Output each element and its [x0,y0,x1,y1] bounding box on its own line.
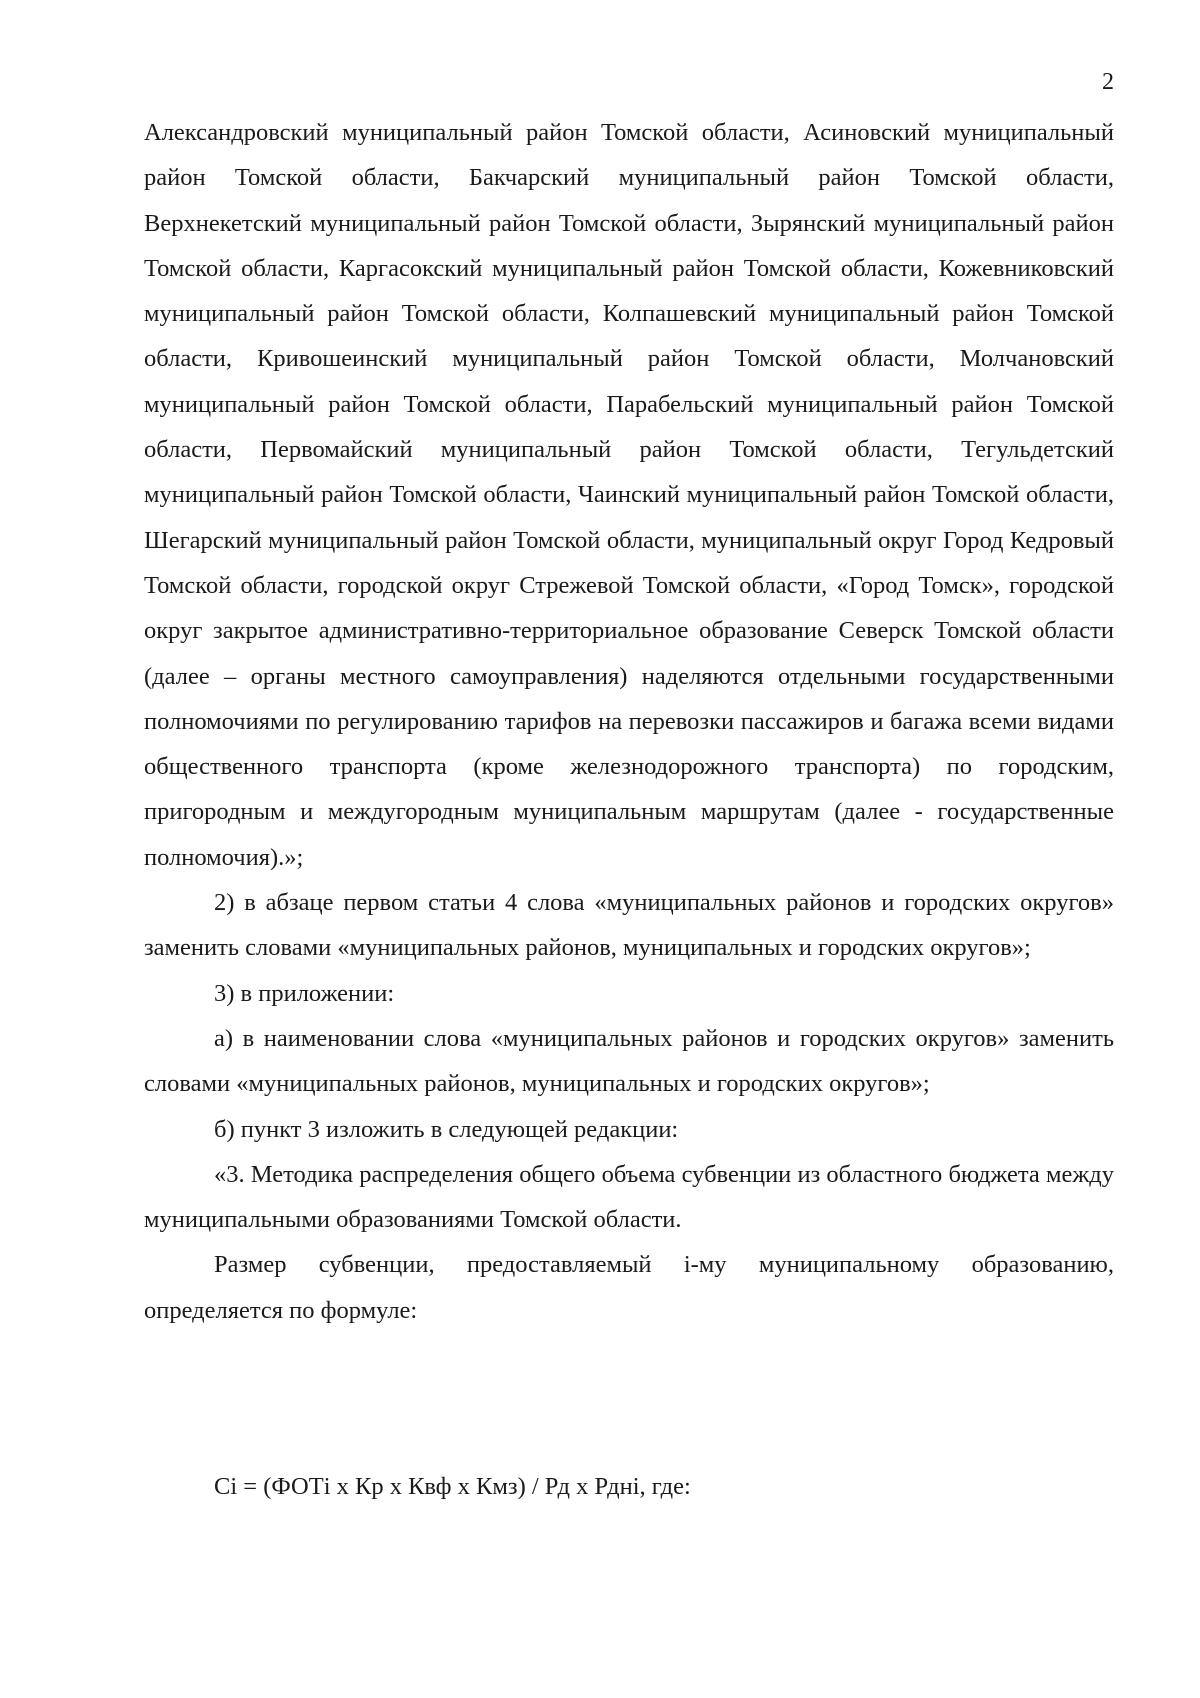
subvention-formula: Ci = (ФОТi x Кр x Квф x Кмз) / Рд x Рдні, где: [214,1473,691,1500]
paragraph-item-3: 3) в приложении: [214,979,395,1007]
paragraph-item-3a: а) в наименовании слова «муниципальных районов и городских округов» заменить словами «муниципальных районов, муниципальных и городских округов»; [144,1024,1114,1098]
paragraph-municipalities-list: Александровский муниципальный район Томской области, Асиновский муниципальный район Томской области, Бакчарский муниципальный район Томской области, Верхнекетский муниципальный район Томской области, Зырянский муниципальный район Томской области, Каргасокский муниципальный район Томской области, Кожевниковский муниципальный район Томской области, Колпашевский муниципальный район Томской области, Кривошеинский муниципальный район Томской области, Молчановский муниципальный район Томской области, Парабельский муниципальный район Томской области, Первомайский муниципальный район Томской области, Тегульдетский муниципальный район Томской области, Чаинский муниципальный район Томской области, Шегарский муниципальный район Томской области, муниципальный округ Город Кедровый Томской области, городской округ Стрежевой Томской области, «Город Томск», городской округ закрытое административно-территориальное образование Северск Томской области (далее – органы местного самоуправления) наделяются отдельными государственными полномочиями по регулированию тарифов на перевозки пассажиров и багажа всеми видами общественного транспорта (кроме железнодорожного транспорта) по городским, пригородным и междугородным муниципальным маршрутам (далее - государственные полномочия).»; [144,119,1114,871]
document-body [144,110,1114,1333]
paragraph-item-2: 2) в абзаце первом статьи 4 слова «муниципальных районов и городских округов» заменить словами «муниципальных районов, муниципальных и городских округов»; [144,889,1114,962]
paragraph-item-3b: б) пункт 3 изложить в следующей редакции: [214,1115,679,1143]
paragraph-subvention-formula-intro: Размер субвенции, предоставляемый i-му муниципальному образованию, определяется по формуле: [144,1251,1114,1324]
paragraph-methodology-title: «3. Методика распределения общего объема субвенции из областного бюджета между муниципальными образованиями Томской области. [144,1160,1114,1234]
page-number: 2 [1102,69,1114,95]
